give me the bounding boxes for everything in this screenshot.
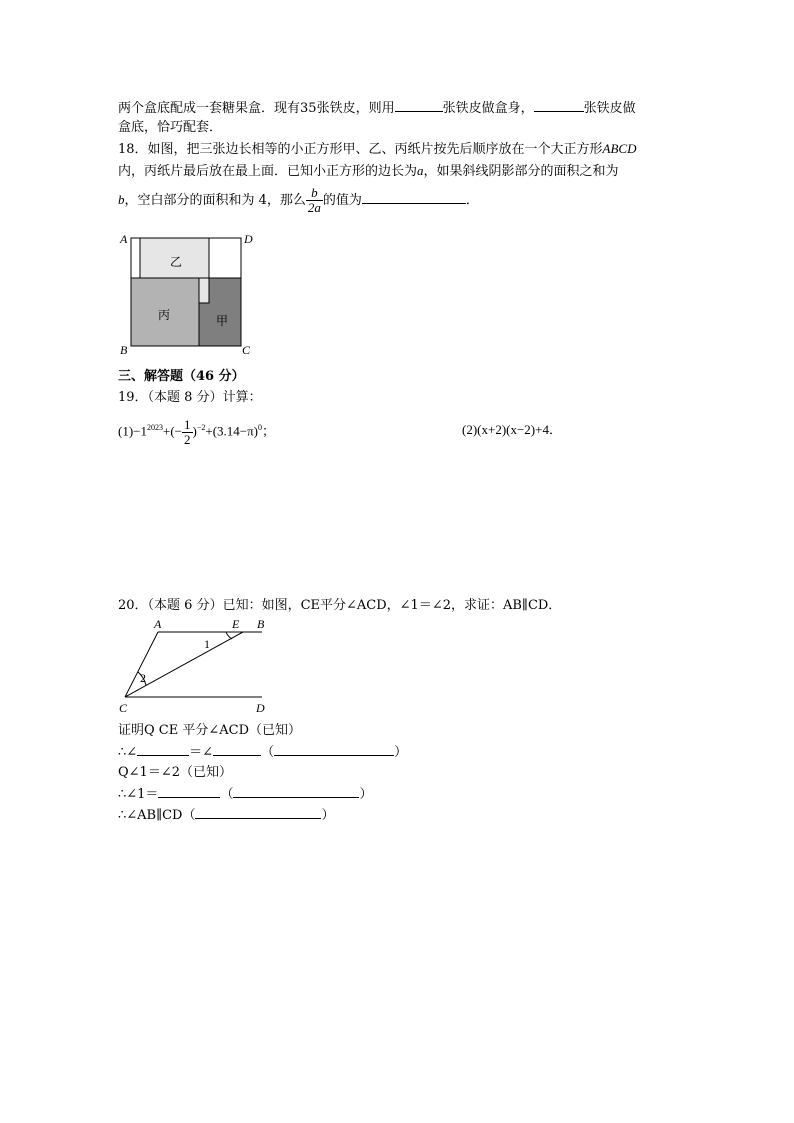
q18-line1: 18．如图，把三张边长相等的小正方形甲、乙、丙纸片按先后顺序放在一个大正方形ABCD <box>118 141 637 157</box>
label-angle-2: 2 <box>140 671 146 685</box>
squares-figure <box>118 228 278 358</box>
proof-line1: 证明Q CE 平分∠ACD（已知） <box>118 723 302 738</box>
reason-blank[interactable] <box>233 785 359 798</box>
q18-line2: 内，丙纸片最后放在最上面．已知小正方形的边长为a，如果斜线阴影部分的面积之和为 <box>118 163 619 179</box>
label-a: A <box>120 232 128 246</box>
parallel-lines-figure <box>116 615 276 715</box>
label-e: E <box>232 617 240 631</box>
q20-head: 20．（本题 6 分）已知：如图，CE平分∠ACD，∠1＝∠2，求证：AB∥CD． <box>118 598 562 613</box>
label-bing: 丙 <box>158 308 171 322</box>
answer-blank[interactable] <box>213 743 261 756</box>
reason-blank[interactable] <box>195 806 321 819</box>
label-d: D <box>256 701 265 715</box>
answer-blank[interactable] <box>158 785 220 798</box>
label-b: B <box>120 343 128 357</box>
q17-line2: 盒底，恰巧配套． <box>118 120 223 135</box>
label-jia: 甲 <box>216 314 229 328</box>
proof-line3: Q∠1＝∠2（已知） <box>118 765 232 780</box>
proof-line2: ∴∠ ＝∠ （ ） <box>118 745 408 760</box>
q18-line3: b，空白部分的面积和为 4，那么 $\frac{b}{2a}$ 的值为 ． <box>118 185 479 215</box>
label-c: C <box>119 701 128 715</box>
proof-line5: ∴∠AB∥CD（ ） <box>118 808 335 823</box>
label-yi: 乙 <box>170 255 183 269</box>
q19-part1: $(1)-1^{2023}+(-$ $\frac{1}{2}$ )$^{-2}+(3.14-\pi)^0$； <box>118 416 276 447</box>
label-angle-1: 1 <box>204 637 210 651</box>
label-a: A <box>154 617 162 631</box>
line-ce <box>125 632 243 697</box>
fraction-one-half: $\frac{1}{2}$ <box>184 416 191 447</box>
answer-blank[interactable] <box>362 191 466 204</box>
angle-1-arc <box>226 632 232 639</box>
label-c: C <box>242 343 251 357</box>
q19-part2: (2)(x+2)(x−2)+4． <box>462 422 562 437</box>
answer-blank[interactable] <box>534 99 584 112</box>
proof-line4: ∴∠1＝ （ ） <box>118 787 373 802</box>
q19-head: 19．（本题 8 分）计算： <box>118 390 262 405</box>
section-title: 三、解答题（46 分） <box>118 369 245 384</box>
q17-line1: 两个盒底配成一套糖果盒．现有35张铁皮，则用 张铁皮做盒身， 张铁皮做 <box>118 101 636 116</box>
answer-blank[interactable] <box>395 99 443 112</box>
fraction-b-over-2a: $\frac{b}{2a}$ <box>307 185 321 215</box>
label-b: B <box>257 617 265 631</box>
answer-blank[interactable] <box>137 743 189 756</box>
line-ca <box>125 632 158 697</box>
reason-blank[interactable] <box>274 743 394 756</box>
label-d: D <box>244 232 253 246</box>
square-yi-notch <box>199 278 209 303</box>
